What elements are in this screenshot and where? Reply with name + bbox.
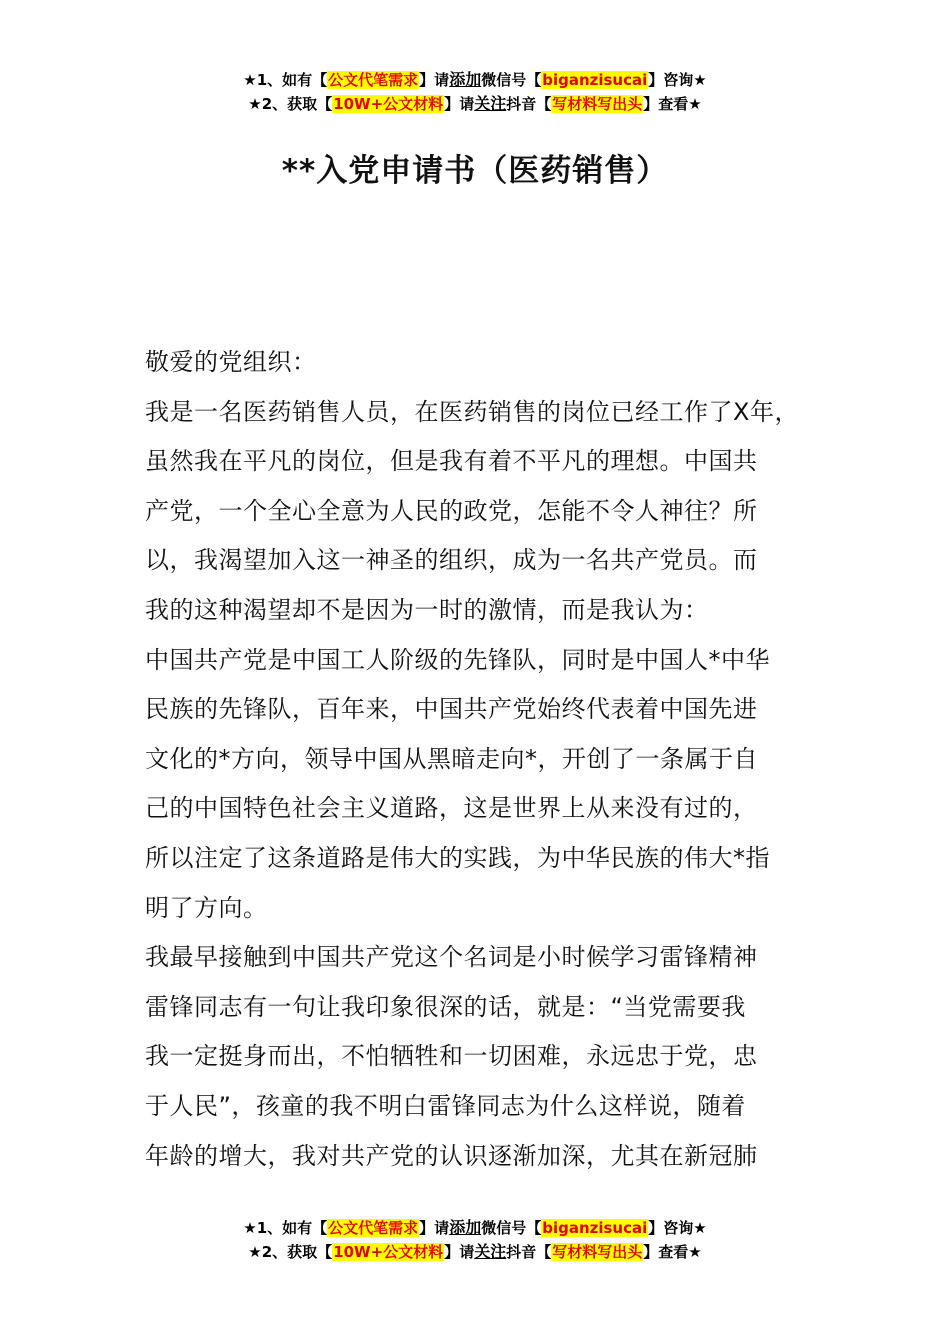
promo-text: 微信号【 <box>481 71 542 89</box>
promo-emphasis: 添加 <box>449 1218 482 1237</box>
body-line: 文化的*方向，领导中国从黑暗走向*，开创了一条属于自 <box>145 744 758 773</box>
body-line: 我是一名医药销售人员，在医药销售的岗位已经工作了X年， <box>145 397 799 426</box>
promo-text: 】查看★ <box>643 95 702 113</box>
promo-wechat-id: biganzisucai <box>542 1219 648 1237</box>
body-line: 我一定挺身而出，不怕牺牲和一切困难，永远忠于党，忠 <box>145 1042 758 1071</box>
body-line: 以，我渴望加入这一神圣的组织，成为一名共产党员。而 <box>145 546 758 575</box>
promo-line-2 <box>0 1240 950 1264</box>
body-line: 我的这种渴望却不是因为一时的激情，而是我认为： <box>145 595 709 624</box>
body-line: 明了方向。 <box>145 893 268 922</box>
promo-text: 抖音【 <box>506 1243 552 1261</box>
body-line: 我最早接触到中国共产党这个名词是小时候学习雷锋精神 <box>145 943 758 972</box>
promo-text: 】查看★ <box>643 1243 702 1261</box>
promo-text: 】咨询★ <box>648 71 707 89</box>
body-line: 所以注定了这条道路是伟大的实践，为中华民族的伟大*指 <box>145 843 770 872</box>
promo-highlight: 公文代笔需求 <box>328 71 419 89</box>
body-line: 产党，一个全心全意为人民的政党，怎能不令人神往？所 <box>145 496 758 525</box>
body-line: 于人民”，孩童的我不明白雷锋同志为什么这样说，随着 <box>145 1091 746 1120</box>
body-line: 民族的先锋队，百年来，中国共产党始终代表着中国先进 <box>145 695 758 724</box>
promo-text: ★2、获取【 <box>248 1243 333 1261</box>
footer-promo-banner <box>0 1216 950 1264</box>
promo-text: 】请 <box>444 1243 475 1261</box>
promo-line-1 <box>0 1216 950 1240</box>
promo-highlight: 10W+公文材料 <box>333 95 444 113</box>
body-line: 年龄的增大，我对共产党的认识逐渐加深，尤其在新冠肺 <box>145 1141 758 1170</box>
body-line: 己的中国特色社会主义道路，这是世界上从来没有过的， <box>145 794 758 823</box>
body-line: 中国共产党是中国工人阶级的先锋队，同时是中国人*中华 <box>145 645 770 674</box>
promo-text: 抖音【 <box>506 95 552 113</box>
promo-text: 】请 <box>444 95 475 113</box>
promo-highlight: 10W+公文材料 <box>333 1243 444 1261</box>
promo-highlight: 公文代笔需求 <box>328 1219 419 1237</box>
promo-text: 】请 <box>419 71 450 89</box>
body-line: 雷锋同志有一句让我印象很深的话，就是：“当党需要我 <box>145 992 746 1021</box>
promo-text: ★1、如有【 <box>243 71 328 89</box>
promo-line-1 <box>0 68 950 92</box>
header-promo-banner <box>0 68 950 116</box>
promo-text: 】请 <box>419 1219 450 1237</box>
promo-text: ★1、如有【 <box>243 1219 328 1237</box>
promo-emphasis: 添加 <box>449 70 482 89</box>
promo-wechat-id: biganzisucai <box>542 71 648 89</box>
promo-emphasis: 关注 <box>474 1242 507 1261</box>
promo-douyin-id: 写材料写出头 <box>552 95 643 113</box>
promo-text: ★2、获取【 <box>248 95 333 113</box>
promo-emphasis: 关注 <box>474 94 507 113</box>
document-body <box>145 338 845 1181</box>
promo-douyin-id: 写材料写出头 <box>552 1243 643 1261</box>
document-title: **入党申请书（医药销售） <box>281 153 669 189</box>
salutation: 敬爱的党组织： <box>145 348 317 376</box>
promo-text: 】咨询★ <box>648 1219 707 1237</box>
promo-text: 微信号【 <box>481 1219 542 1237</box>
body-line: 虽然我在平凡的岗位，但是我有着不平凡的理想。中国共 <box>145 447 758 476</box>
promo-line-2 <box>0 92 950 116</box>
